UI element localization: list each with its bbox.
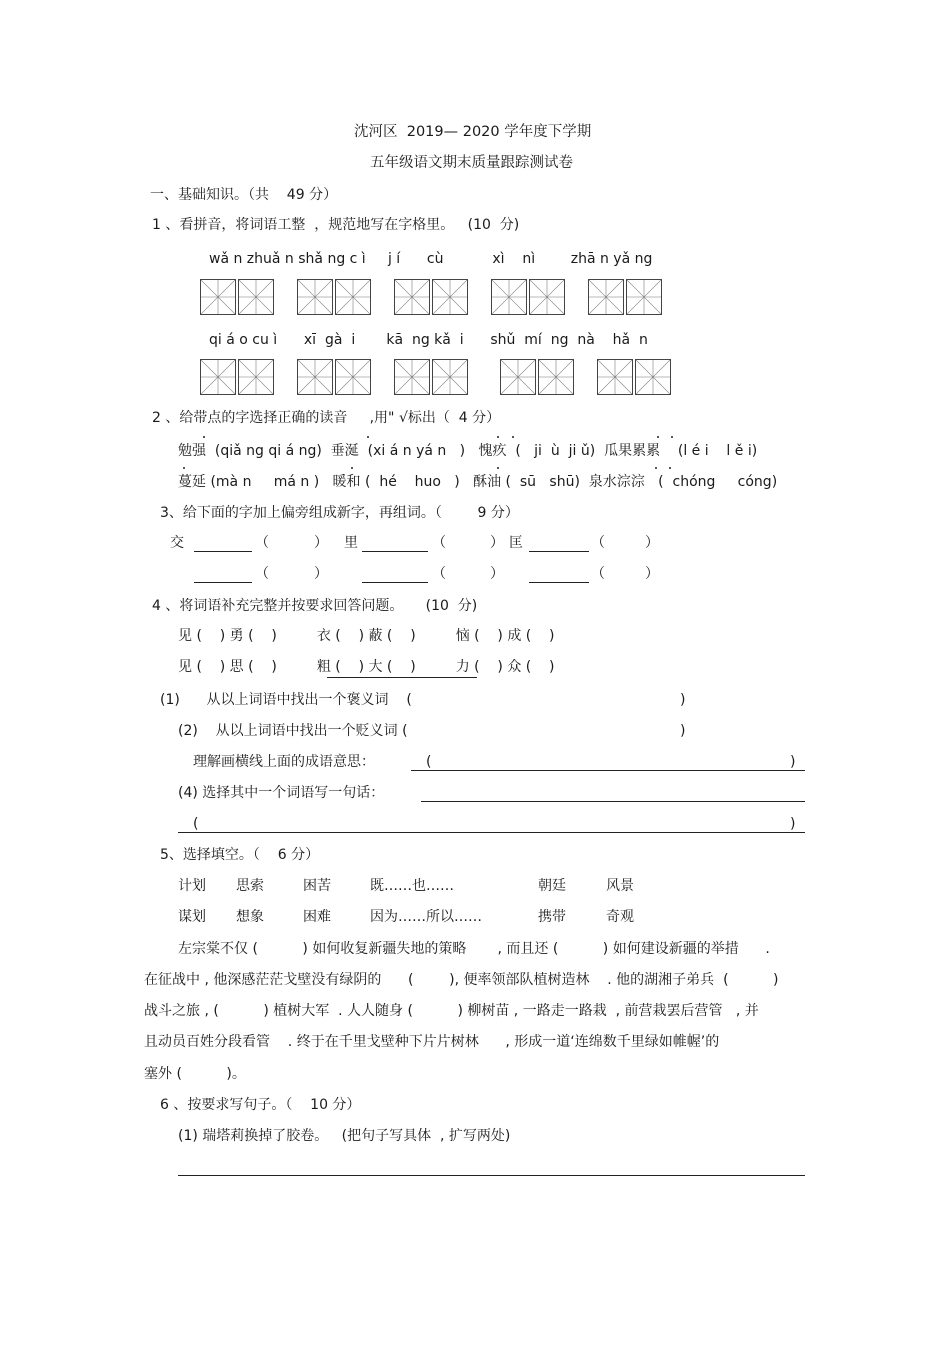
tianzige-cell[interactable] (597, 359, 633, 395)
tianzige-cell[interactable] (635, 359, 671, 395)
q4-sub4: (4) 选择其中一个词语写一句话： (178, 785, 385, 801)
word-option: 携带 (538, 909, 566, 925)
idiom-underline (327, 677, 477, 678)
tianzige-cell[interactable] (432, 359, 468, 395)
exam-title-line2: 五年级语文期末质量跟踪测试卷 (370, 155, 573, 171)
paren-open: （ (255, 566, 269, 582)
q2-line1: 勉强 (qiǎ ng qi á ng) 垂涎 (xi á n yá n ) 愧疚 ( ji ù ji ǔ) 瓜果累累 (l é i l ě i) (178, 443, 758, 459)
answer-line[interactable] (178, 832, 805, 833)
tianzige-cell[interactable] (538, 359, 574, 395)
word-option: 思索 (236, 878, 264, 894)
q5-passage-line1: 左宗棠不仅 ( ) 如何收复新疆失地的策略 , 而且还 ( ) 如何建设新疆的举措 . (178, 941, 770, 957)
q1-pinyin-row1: wǎ n zhuǎ n shǎ ng c ì j í cù xì nì zhā n yǎ ng (209, 251, 653, 267)
q4-sub1-close: ) (680, 692, 686, 708)
emphasis-dot (367, 436, 369, 438)
word-option: 因为……所以…… (370, 909, 482, 925)
word-grid (394, 279, 470, 315)
paren-close: ） (314, 566, 328, 582)
q2-title: 2 、给带点的字选择正确的读音 ,用" √标出（ 4 分） (152, 410, 501, 426)
answer-blank[interactable] (362, 551, 428, 552)
q4-words-row2: 见 ( ) 思 ( ) 粗 ( ) 大 ( ) 力 ( ) 众 ( ) (178, 659, 555, 675)
q3-char-2: 里 (344, 535, 358, 551)
paren-open: （ (591, 566, 605, 582)
word-option: 计划 (178, 878, 206, 894)
q5-passage-line3: 战斗之旅 , ( ) 植树大军 . 人人随身 ( ) 柳树苗 , 一路走一路栽 , 前营栽罢后营管 , 并 (144, 1003, 759, 1019)
q4-sub2-close: ) (680, 723, 686, 739)
tianzige-cell[interactable] (200, 359, 236, 395)
tianzige-cell[interactable] (626, 279, 662, 315)
tianzige-cell[interactable] (238, 279, 274, 315)
word-grid (491, 279, 567, 315)
word-option: 想象 (236, 909, 264, 925)
answer-blank[interactable] (529, 582, 589, 583)
emphasis-dot (203, 436, 205, 438)
tianzige-cell[interactable] (394, 359, 430, 395)
q4-sub2: (2) 从以上词语中找出一个贬义词 ( (178, 723, 408, 739)
q5-passage-line5: 塞外 ( )。 (144, 1066, 246, 1082)
q2-line2: 蔓延 (mà n má n ) 暖和 ( hé huo ) 酥油 ( sū shū) 泉水淙淙 ( chóng cóng) (178, 474, 778, 490)
tianzige-cell[interactable] (297, 279, 333, 315)
q1-writing-grid-row1 (200, 279, 685, 315)
tianzige-cell[interactable] (394, 279, 430, 315)
q3-char-1: 交 (170, 535, 184, 551)
word-option: 谋划 (178, 909, 206, 925)
q4-sub3: 理解画横线上面的成语意思： (193, 754, 375, 770)
paren-open: （ (255, 535, 269, 551)
word-option: 奇观 (606, 909, 634, 925)
q1-pinyin-row2: qi á o cu ì xī gà i kā ng kǎ i shǔ mí ng nà hǎ n (209, 332, 648, 348)
q4-sub1: (1) 从以上词语中找出一个褒义词 ( (160, 692, 412, 708)
paren-close: ） (314, 535, 328, 551)
emphasis-dot (351, 467, 353, 469)
paren-open: ( (426, 754, 432, 770)
q5-passage-line2: 在征战中 , 他深感茫茫戈壁没有绿阴的 ( ), 便率领部队植树造林 . 他的湖湘子弟兵 ( ) (144, 972, 779, 988)
emphasis-dot (183, 467, 185, 469)
word-grid (394, 359, 470, 395)
answer-line[interactable] (411, 770, 805, 771)
emphasis-dot (657, 436, 659, 438)
q4-title: 4 、将词语补充完整并按要求回答问题。 (10 分) (152, 598, 478, 614)
tianzige-cell[interactable] (200, 279, 236, 315)
section-1-title: 一、基础知识。（共 49 分） (150, 187, 338, 203)
word-grid (588, 279, 664, 315)
tianzige-cell[interactable] (335, 359, 371, 395)
q3-char-3: 匡 (509, 535, 523, 551)
emphasis-dot (671, 436, 673, 438)
emphasis-dot (497, 436, 499, 438)
answer-line[interactable] (178, 1175, 805, 1176)
paren-open: ( (193, 816, 199, 832)
word-grid (200, 359, 276, 395)
paren-close: ) (790, 754, 796, 770)
answer-blank[interactable] (529, 551, 589, 552)
answer-blank[interactable] (194, 582, 252, 583)
tianzige-cell[interactable] (588, 279, 624, 315)
paren-close: ） (490, 535, 504, 551)
paren-open: （ (591, 535, 605, 551)
exam-title-line1: 沈河区 2019— 2020 学年度下学期 (354, 124, 592, 140)
word-grid (297, 279, 373, 315)
answer-line[interactable] (421, 801, 805, 802)
answer-blank[interactable] (362, 582, 428, 583)
word-option: 朝廷 (538, 878, 566, 894)
word-option: 困苦 (303, 878, 331, 894)
tianzige-cell[interactable] (491, 279, 527, 315)
q3-title: 3、给下面的字加上偏旁组成新字，再组词。（ 9 分） (160, 505, 519, 521)
paren-open: （ (432, 535, 446, 551)
paren-close: ) (790, 816, 796, 832)
emphasis-dot (497, 467, 499, 469)
word-option: 困难 (303, 909, 331, 925)
emphasis-dot (655, 467, 657, 469)
tianzige-cell[interactable] (529, 279, 565, 315)
emphasis-dot (669, 467, 671, 469)
tianzige-cell[interactable] (297, 359, 333, 395)
q4-words-row1: 见 ( ) 勇 ( ) 衣 ( ) 蔽 ( ) 恼 ( ) 成 ( ) (178, 628, 555, 644)
q6-title: 6 、按要求写句子。（ 10 分） (160, 1097, 361, 1113)
q1-title: 1 、看拼音，将词语工整 ，规范地写在字格里。 (10 分) (152, 217, 520, 233)
word-grid (500, 359, 576, 395)
q5-passage-line4: 且动员百姓分段看管 . 终于在千里戈壁种下片片树林 , 形成一道‘连绵数千里绿如帷幄’的 (144, 1034, 720, 1050)
word-grid (200, 279, 276, 315)
tianzige-cell[interactable] (335, 279, 371, 315)
word-option: 风景 (606, 878, 634, 894)
word-grid (297, 359, 373, 395)
tianzige-cell[interactable] (432, 279, 468, 315)
paren-close: ） (645, 566, 659, 582)
answer-blank[interactable] (194, 551, 252, 552)
paren-close: ） (490, 566, 504, 582)
q1-writing-grid-row2 (200, 359, 694, 395)
q5-title: 5、选择填空。（ 6 分） (160, 847, 320, 863)
paren-close: ） (645, 535, 659, 551)
tianzige-cell[interactable] (500, 359, 536, 395)
q6-sub1: (1) 瑞塔莉换掉了胶卷。 (把句子写具体 , 扩写两处) (178, 1128, 511, 1144)
emphasis-dot (512, 436, 514, 438)
paren-open: （ (432, 566, 446, 582)
tianzige-cell[interactable] (238, 359, 274, 395)
word-option: 既……也…… (370, 878, 454, 894)
word-grid (597, 359, 673, 395)
